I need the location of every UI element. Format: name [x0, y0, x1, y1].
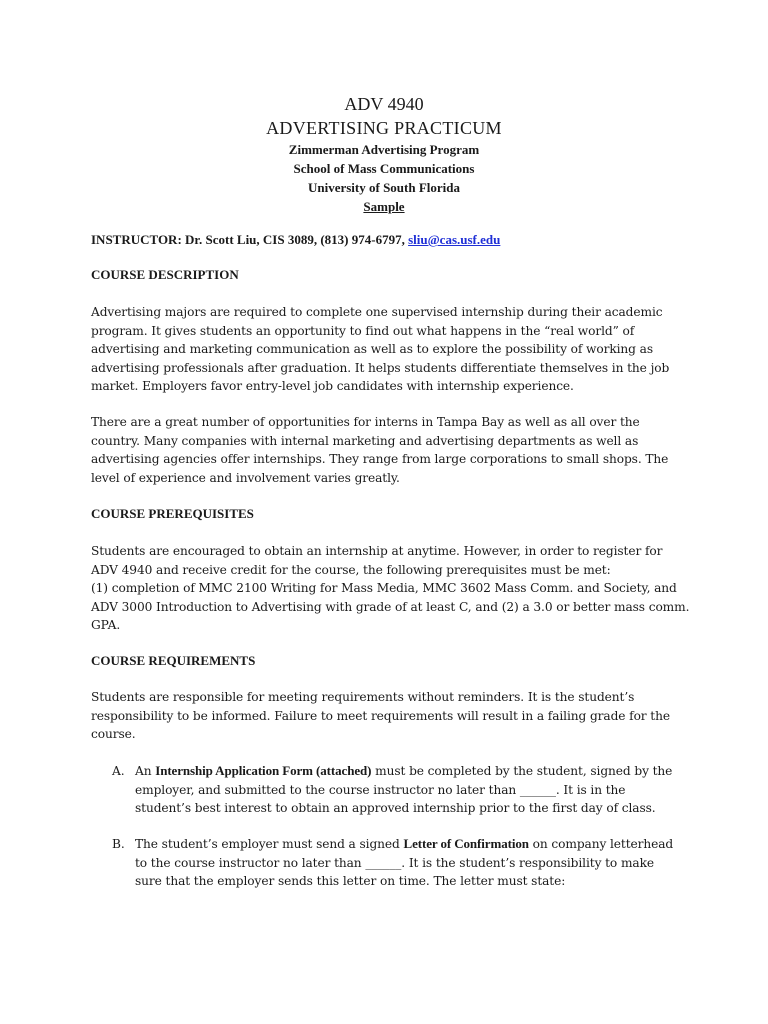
- school-name: School of Mass Communications: [293, 161, 475, 176]
- course-requirements-heading: COURSE REQUIREMENTS: [91, 653, 256, 668]
- prerequisites-paragraph-2: (1) completion of MMC 2100 Writing for Mass Media, MMC 3602 Mass Comm. and Society, and ADV 3000 Introduction to Advertising with grade of at least C, and (2) a 3.0 or better mass comm. GPA.: [91, 581, 690, 633]
- sample-label: [0, 197, 768, 216]
- item-b-letter: B.: [112, 837, 125, 851]
- requirement-item-b: [112, 835, 682, 891]
- program-name: Zimmerman Advertising Program: [288, 142, 480, 157]
- description-paragraph-2: There are a great number of opportunities for interns in Tampa Bay as well as all over the country. Many companies with internal marketing and advertising departments as well as advertising agencies offer internships. They range from large corporations to small shops. The level of experience and involvement varies greatly.: [91, 415, 669, 485]
- item-b-pre: The student’s employer must send a signed: [135, 837, 404, 851]
- university-name: University of South Florida: [307, 180, 461, 195]
- item-a-pre: An: [135, 764, 156, 778]
- item-b-bold: Letter of Confirmation: [403, 836, 529, 851]
- requirement-item-a: [112, 762, 682, 818]
- item-b-text: [135, 835, 682, 891]
- item-b-post: on company letterhead to the course instructor no later than ______. It is the student’s responsibility to make sure that the employer sends this letter on time. The letter must state:: [135, 837, 674, 889]
- item-a-text: [135, 762, 682, 818]
- item-a-bold: Internship Application Form (attached): [155, 763, 372, 778]
- sample-label-text: Sample: [363, 199, 405, 214]
- course-code: ADV 4940: [344, 94, 424, 114]
- instructor-email-link[interactable]: sliu@cas.usf.edu: [408, 232, 501, 247]
- requirements-paragraph-1: Students are responsible for meeting requirements without reminders. It is the student’s responsibility to be informed. Failure to meet requirements will result in a failing grade for the course.: [91, 690, 670, 742]
- description-paragraph-1: Advertising majors are required to complete one supervised internship during their academic program. It gives students an opportunity to find out what happens in the “real world” of advertising and marketing communication as well as to explore the possibility of working as advertising professionals after graduation. It helps students differentiate themselves in the job market. Employers favor entry-level job candidates with internship experience.: [91, 305, 670, 394]
- instructor-line: [91, 231, 500, 249]
- course-description-heading: COURSE DESCRIPTION: [91, 267, 239, 282]
- title-block: [0, 92, 768, 216]
- course-prerequisites-heading: COURSE PREREQUISITES: [91, 506, 254, 521]
- item-a-post: must be completed by the student, signed by the employer, and submitted to the course instructor no later than ______. It is in the student’s best interest to obtain an approved internship prior to the first day of class.: [135, 764, 673, 816]
- item-a-letter: A.: [112, 764, 125, 778]
- course-title: ADVERTISING PRACTICUM: [266, 118, 502, 138]
- instructor-info: INSTRUCTOR: Dr. Scott Liu, CIS 3089, (813) 974-6797,: [91, 232, 409, 247]
- prerequisites-paragraph-1: Students are encouraged to obtain an internship at anytime. However, in order to register for ADV 4940 and receive credit for the course, the following prerequisites must be met:: [91, 544, 663, 577]
